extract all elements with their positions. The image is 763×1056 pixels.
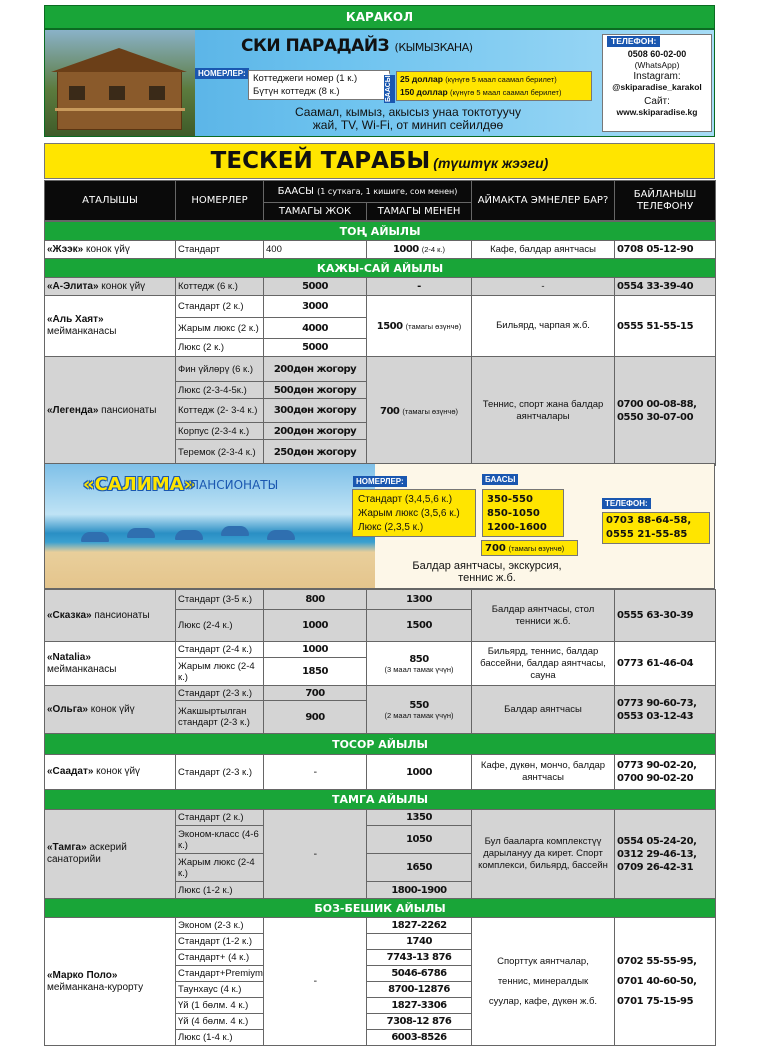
table-cell: Люкс (1-4 к.) — [176, 1030, 264, 1046]
table-cell: Жарым люкс (2-4 к.) — [176, 658, 264, 686]
table-cell: Үй (4 бөлм. 4 к.) — [176, 1014, 264, 1030]
table-row — [45, 357, 716, 382]
table-cell: Корпус (2-3-4 к.) — [176, 423, 264, 440]
ski-title: СКИ ПАРАДАЙЗ (КЫМЫЗКАНА) — [241, 36, 473, 56]
ski-contact-panel: ТЕЛЕФОН: 0508 60-02-00 (WhatsApp) Instagram: @skiparadise_karakol Сайт: www.skiparadise.kg — [602, 34, 712, 132]
table-cell: 1827-3306 — [367, 998, 472, 1014]
table-cell: 900 — [264, 701, 367, 734]
ski-prices-label: БААСЫ: — [384, 75, 395, 103]
table-cell: «Тамга» аскерий санаторийи — [45, 810, 176, 899]
ski-room-item: Бүтүн коттедж (8 к.) — [253, 86, 340, 97]
table-cell: 8700-12876 — [367, 982, 472, 998]
col-rooms: НОМЕРЛЕР — [176, 181, 264, 221]
table-cell: Спорттук аянтчалар, теннис, минералдык суулар, кафе, дүкөн ж.б. — [472, 918, 615, 1046]
table-cell: «Жээк» конок үйү — [45, 241, 176, 259]
ski-paradise-banner — [44, 29, 715, 137]
house-photo — [45, 30, 195, 137]
table-cell: 5000 — [264, 339, 367, 357]
table-cell: Балдар аянтчасы — [472, 686, 615, 734]
table-cell: 300дөн жогору — [264, 399, 367, 423]
table-cell: Стандарт — [176, 241, 264, 259]
table-cell: 7308-12 876 — [367, 1014, 472, 1030]
ski-phone-label: ТЕЛЕФОН: — [607, 36, 660, 47]
col-name: АТАЛЫШЫ — [45, 181, 176, 221]
table-cell: 5000 — [264, 278, 367, 296]
city-header: КАРАКОЛ — [44, 5, 715, 29]
table-cell: Таунхаус (4 к.) — [176, 982, 264, 998]
table-cell: Стандарт+Premiym — [176, 966, 264, 982]
section-ton: ТОҢ АЙЫЛЫ — [45, 222, 716, 241]
table-cell: Стандарт (2-3 к.) — [176, 686, 264, 701]
ski-prices-box: 25 доллар (күнүгө 5 маал саамал берилет) 150 доллар (күнүгө 5 маал саамал берилет) — [396, 71, 592, 101]
table-cell: Стандарт (1-2 к.) — [176, 934, 264, 950]
table-cell: 6003-8526 — [367, 1030, 472, 1046]
section-kajy: КАЖЫ-САЙ АЙЫЛЫ — [45, 259, 716, 278]
table-cell: Стандарт (2-4 к.) — [176, 642, 264, 658]
table-cell: 700 — [264, 686, 367, 701]
salima-amenities: Балдар аянтчасы, экскурсия, теннис ж.б. — [412, 560, 562, 584]
table-cell: Стандарт (2-3 к.) — [176, 755, 264, 790]
table-cell: Үй (1 бөлм. 4 к.) — [176, 998, 264, 1014]
table-cell: 200дөн жогору — [264, 357, 367, 382]
table-row — [45, 642, 716, 658]
table-cell: - — [264, 755, 367, 790]
table-cell: «Саадат» конок үйү — [45, 755, 176, 790]
phone[interactable]: 0708 05-12-90 — [615, 241, 716, 259]
salima-block — [44, 463, 715, 589]
table-cell: Балдар аянтчасы, стол тенниси ж.б. — [472, 590, 615, 642]
table-cell: Жакшыртылган стандарт (2-3 к.) — [176, 701, 264, 734]
salima-prices-label: БААСЫ — [482, 474, 518, 485]
table-row — [45, 590, 716, 610]
table-cell: 4000 — [264, 318, 367, 339]
table-cell: Люкс (1-2 к.) — [176, 882, 264, 899]
salima-rooms-label: НОМЕРЛЕР: — [353, 476, 407, 487]
table-cell: 1850 — [264, 658, 367, 686]
table-row — [45, 296, 716, 318]
salima-prices-box: 350-550 850-1050 1200-1600 — [482, 489, 564, 537]
table-cell: 1827-2262 — [367, 918, 472, 934]
salima-food-price: 700 (тамагы өзүнчө) — [481, 540, 578, 556]
table-row — [45, 918, 716, 934]
table-row — [45, 686, 716, 701]
table-cell: Эконом-класс (4-6 к.) — [176, 826, 264, 854]
table-cell: 3000 — [264, 296, 367, 318]
table-cell: Жарым люкс (2 к.) — [176, 318, 264, 339]
phone[interactable]: 0773 61-46-04 — [615, 642, 716, 686]
col-with-food: ТАМАГЫ МЕНЕН — [367, 203, 472, 221]
phone[interactable]: 0555 63-30-39 — [615, 590, 716, 642]
salima-subtitle: ПАНСИОНАТЫ — [190, 478, 279, 492]
table-cell: 1350 — [367, 810, 472, 826]
col-price: БААСЫ (1 суткага, 1 кишиге, сом менен) — [264, 181, 472, 203]
table-cell: Стандарт+ (4 к.) — [176, 950, 264, 966]
ski-phone[interactable]: 0508 60-02-00 — [627, 49, 687, 59]
ski-room-item: Коттеджеги номер (1 к.) — [253, 73, 358, 84]
teskey-header: ТЕСКЕЙ ТАРАБЫ (түштүк жээги) — [44, 143, 715, 179]
table-cell: 1000 — [264, 610, 367, 642]
table-cell: «Аль Хаят» мейманканасы — [45, 296, 176, 357]
table-row — [45, 755, 716, 790]
salima-phones[interactable]: 0703 88-64-58, 0555 21-55-85 — [602, 512, 710, 544]
hotels-table-2 — [44, 589, 716, 1046]
phone[interactable]: 0773 90-02-20, 0700 90-02-20 — [615, 755, 716, 790]
table-cell: «Марко Поло» мейманкана-курорту — [45, 918, 176, 1046]
table-cell: Люкс (2-4 к.) — [176, 610, 264, 642]
phone[interactable]: 0773 90-60-73, 0553 03-12-43 — [615, 686, 716, 734]
table-cell: «А-Элита» конок үйү — [45, 278, 176, 296]
col-phone: БАЙЛАНЫШ ТЕЛЕФОНУ — [615, 181, 716, 221]
table-cell: 1050 — [367, 826, 472, 854]
table-cell: 1500 (тамагы өзүнчө) — [367, 296, 472, 357]
ski-website[interactable]: www.skiparadise.kg — [616, 107, 698, 117]
table-cell: - — [264, 918, 367, 1046]
table-cell: 800 — [264, 590, 367, 610]
ski-rooms-box — [248, 70, 390, 100]
table-row — [45, 241, 716, 259]
table-cell: «Natalia» мейманканасы — [45, 642, 176, 686]
table-cell: - — [367, 278, 472, 296]
section-tamga: ТАМГА АЙЫЛЫ — [45, 790, 716, 810]
table-cell: Бильярд, теннис, балдар бассейни, балдар аянтчасы, сауна — [472, 642, 615, 686]
section-boz: БОЗ-БЕШИК АЙЫЛЫ — [45, 899, 716, 918]
table-cell: «Сказка» пансионаты — [45, 590, 176, 642]
table-cell: Стандарт (2 к.) — [176, 810, 264, 826]
table-cell: 550 (2 маал тамак үчүн) — [367, 686, 472, 734]
table-cell: 1000 — [264, 642, 367, 658]
table-cell: Коттедж (2- 3-4 к.) — [176, 399, 264, 423]
salima-rooms-box: Стандарт (3,4,5,6 к.) Жарым люкс (3,5,6 к.) Люкс (2,3,5 к.) — [352, 489, 476, 537]
table-cell: Люкс (2-3-4-5к.) — [176, 382, 264, 399]
table-cell: 1300 — [367, 590, 472, 610]
table-cell: Люкс (2 к.) — [176, 339, 264, 357]
table-cell: 1800-1900 — [367, 882, 472, 899]
col-no-food: ТАМАГЫ ЖОК — [264, 203, 367, 221]
salima-title: «САЛИМА» — [83, 474, 196, 495]
table-row — [45, 278, 716, 296]
phone[interactable]: 0554 05-24-20, 0312 29-46-13, 0709 26-42-31 — [615, 810, 716, 899]
table-cell: Кафе, дүкөн, мончо, балдар аянтчасы — [472, 755, 615, 790]
table-cell: 1000 (2-4 к.) — [367, 241, 472, 259]
table-cell: Коттедж (6 к.) — [176, 278, 264, 296]
table-cell: 1650 — [367, 854, 472, 882]
table-cell: 850 (3 маал тамак үчүн) — [367, 642, 472, 686]
table-cell: Бул бааларга комплекстүү дарылануу да кирет. Спорт комплекси, бильярд, бассейн — [472, 810, 615, 899]
table-cell: 1500 — [367, 610, 472, 642]
table-cell: Жарым люкс (2-4 к.) — [176, 854, 264, 882]
phone[interactable]: 0700 00-08-88, 0550 30-07-00 — [615, 357, 716, 466]
table-cell: Эконом (2-3 к.) — [176, 918, 264, 934]
table-cell: 400 — [264, 241, 367, 259]
columns-header — [44, 180, 716, 221]
table-cell: 500дөн жогору — [264, 382, 367, 399]
table-cell: - — [264, 810, 367, 899]
table-cell: Стандарт (3-5 к.) — [176, 590, 264, 610]
ski-instagram[interactable]: @skiparadise_karakol — [612, 82, 702, 92]
table-cell: 5046-6786 — [367, 966, 472, 982]
ski-amenities: Саамал, кымыз, акысыз унаа токтотуучу жай, TV, Wi-Fi, от минип сейилдөө — [294, 105, 522, 132]
table-cell: Кафе, балдар аянтчасы — [472, 241, 615, 259]
salima-phone-label: ТЕЛЕФОН: — [602, 498, 651, 509]
table-cell: Теремок (2-3-4 к.) — [176, 440, 264, 466]
table-cell: Теннис, спорт жана балдар аянтчалары — [472, 357, 615, 466]
table-cell: 200дөн жогору — [264, 423, 367, 440]
phone[interactable]: 0555 51-55-15 — [615, 296, 716, 357]
table-cell: «Легенда» пансионаты — [45, 357, 176, 466]
table-row — [45, 810, 716, 826]
table-cell: Стандарт (2 к.) — [176, 296, 264, 318]
phone[interactable]: 0554 33-39-40 — [615, 278, 716, 296]
hotels-table-1 — [44, 221, 716, 466]
table-cell: 1000 — [367, 755, 472, 790]
table-cell: 7743-13 876 — [367, 950, 472, 966]
table-cell: 250дөн жогору — [264, 440, 367, 466]
table-cell: 700 (тамагы өзүнчө) — [367, 357, 472, 466]
table-cell: 1740 — [367, 934, 472, 950]
section-tosor: ТОСОР АЙЫЛЫ — [45, 734, 716, 755]
ski-rooms-label: НОМЕРЛЕР: — [195, 68, 249, 79]
table-cell: Бильярд, чарпая ж.б. — [472, 296, 615, 357]
table-cell: Фин үйлөрү (6 к.) — [176, 357, 264, 382]
phone[interactable]: 0702 55-55-95, 0701 40-60-50, 0701 75-15-95 — [615, 918, 716, 1046]
table-cell: - — [472, 278, 615, 296]
col-amenities: АЙМАКТА ЭМНЕЛЕР БАР? — [472, 181, 615, 221]
table-cell: «Ольга» конок үйү — [45, 686, 176, 734]
